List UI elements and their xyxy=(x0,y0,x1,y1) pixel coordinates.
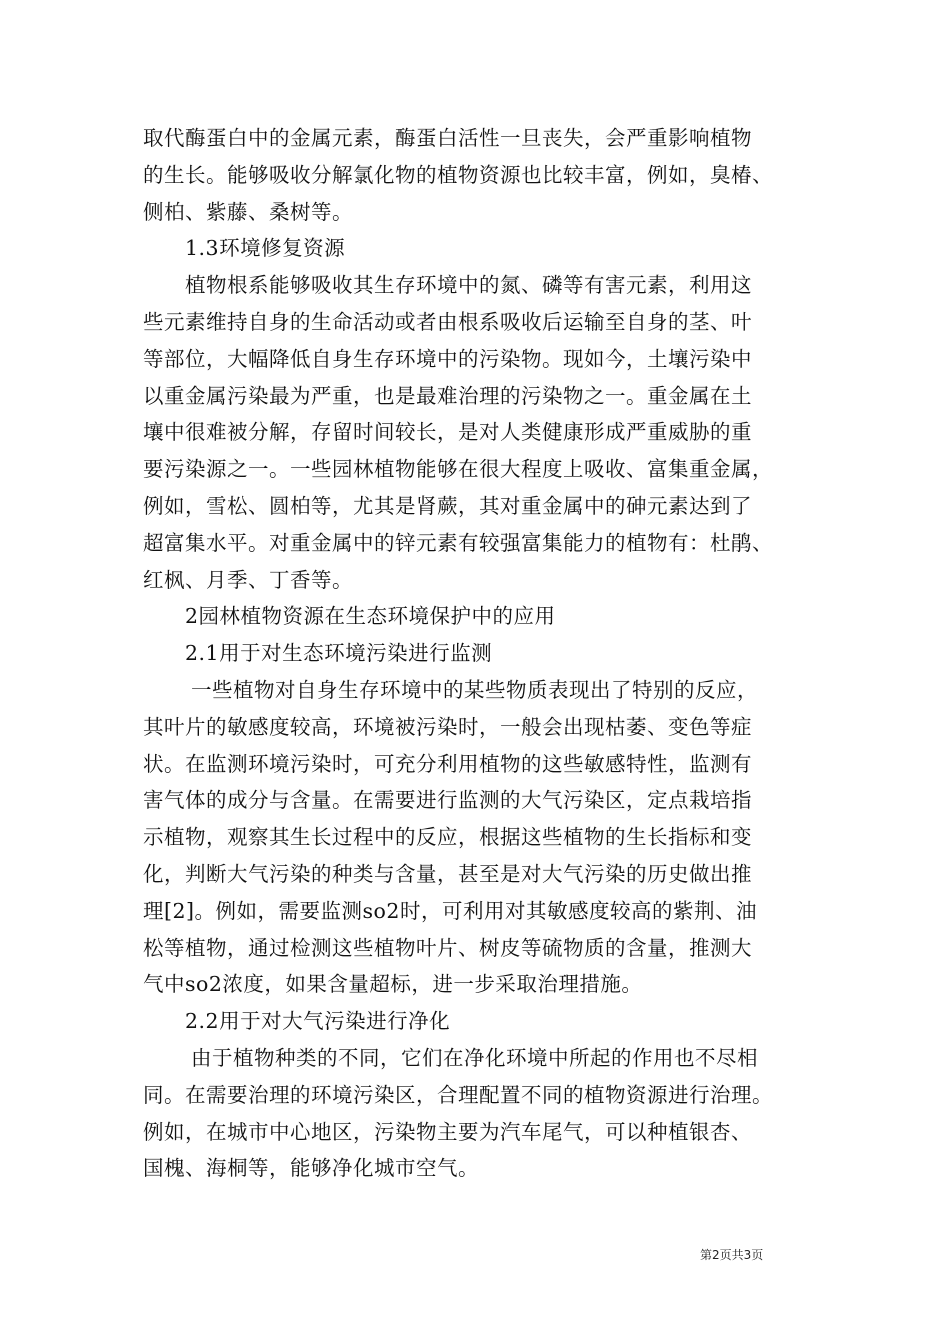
body-line: 同。在需要治理的环境污染区，合理配置不同的植物资源进行治理。 xyxy=(143,1082,773,1107)
body-line: 国槐、海桐等，能够净化城市空气。 xyxy=(143,1156,479,1181)
section-heading: 1.3环境修复资源 xyxy=(185,236,346,261)
section-heading: 2园林植物资源在生态环境保护中的应用 xyxy=(185,604,556,629)
body-line: 以重金属污染最为严重，也是最难治理的污染物之一。重金属在土 xyxy=(143,383,752,408)
body-line: 些元素维持自身的生命活动或者由根系吸收后运输至自身的茎、叶 xyxy=(143,309,752,334)
body-line: 等部位，大幅降低自身生存环境中的污染物。现如今，土壤污染中 xyxy=(143,346,752,371)
body-line: 化，判断大气污染的种类与含量，甚至是对大气污染的历史做出推 xyxy=(143,861,752,886)
body-line: 松等植物，通过检测这些植物叶片、树皮等硫物质的含量，推测大 xyxy=(143,935,752,960)
body-line: 示植物，观察其生长过程中的反应，根据这些植物的生长指标和变 xyxy=(143,825,752,850)
body-line: 超富集水平。对重金属中的锌元素有较强富集能力的植物有：杜鹃、 xyxy=(143,530,773,555)
body-line: 状。在监测环境污染时，可充分利用植物的这些敏感特性，监测有 xyxy=(143,751,752,776)
body-line: 害气体的成分与含量。在需要进行监测的大气污染区，定点栽培指 xyxy=(143,788,752,813)
body-line: 的生长。能够吸收分解氯化物的植物资源也比较丰富，例如，臭椿、 xyxy=(143,162,773,187)
body-line: 例如，在城市中心地区，污染物主要为汽车尾气，可以种植银杏、 xyxy=(143,1119,752,1144)
page-number: 第2页共3页 xyxy=(700,1248,764,1262)
body-line: 理[2]。例如，需要监测so2时，可利用对其敏感度较高的紫荆、油 xyxy=(143,898,757,923)
body-line: 取代酶蛋白中的金属元素，酶蛋白活性一旦丧失，会严重影响植物 xyxy=(143,126,752,150)
body-line: 一些植物对自身生存环境中的某些物质表现出了特别的反应， xyxy=(191,677,758,702)
section-heading: 2.2用于对大气污染进行净化 xyxy=(185,1009,451,1034)
body-line: 气中so2浓度，如果含量超标，进一步采取治理措施。 xyxy=(143,972,643,997)
document-body xyxy=(143,120,833,1187)
body-line: 侧柏、紫藤、桑树等。 xyxy=(143,199,353,224)
body-line: 其叶片的敏感度较高，环境被污染时，一般会出现枯萎、变色等症 xyxy=(143,714,752,739)
body-line: 由于植物种类的不同，它们在净化环境中所起的作用也不尽相 xyxy=(191,1045,758,1070)
body-line: 例如，雪松、圆柏等，尤其是肾蕨，其对重金属中的砷元素达到了 xyxy=(143,493,752,518)
body-line: 要污染源之一。一些园林植物能够在很大程度上吸收、富集重金属， xyxy=(143,457,773,482)
section-heading: 2.1用于对生态环境污染进行监测 xyxy=(185,641,493,666)
body-line: 植物根系能够吸收其生存环境中的氮、磷等有害元素，利用这 xyxy=(185,273,752,298)
body-line: 红枫、月季、丁香等。 xyxy=(143,567,353,592)
body-line: 壤中很难被分解，存留时间较长，是对人类健康形成严重威胁的重 xyxy=(143,420,752,445)
